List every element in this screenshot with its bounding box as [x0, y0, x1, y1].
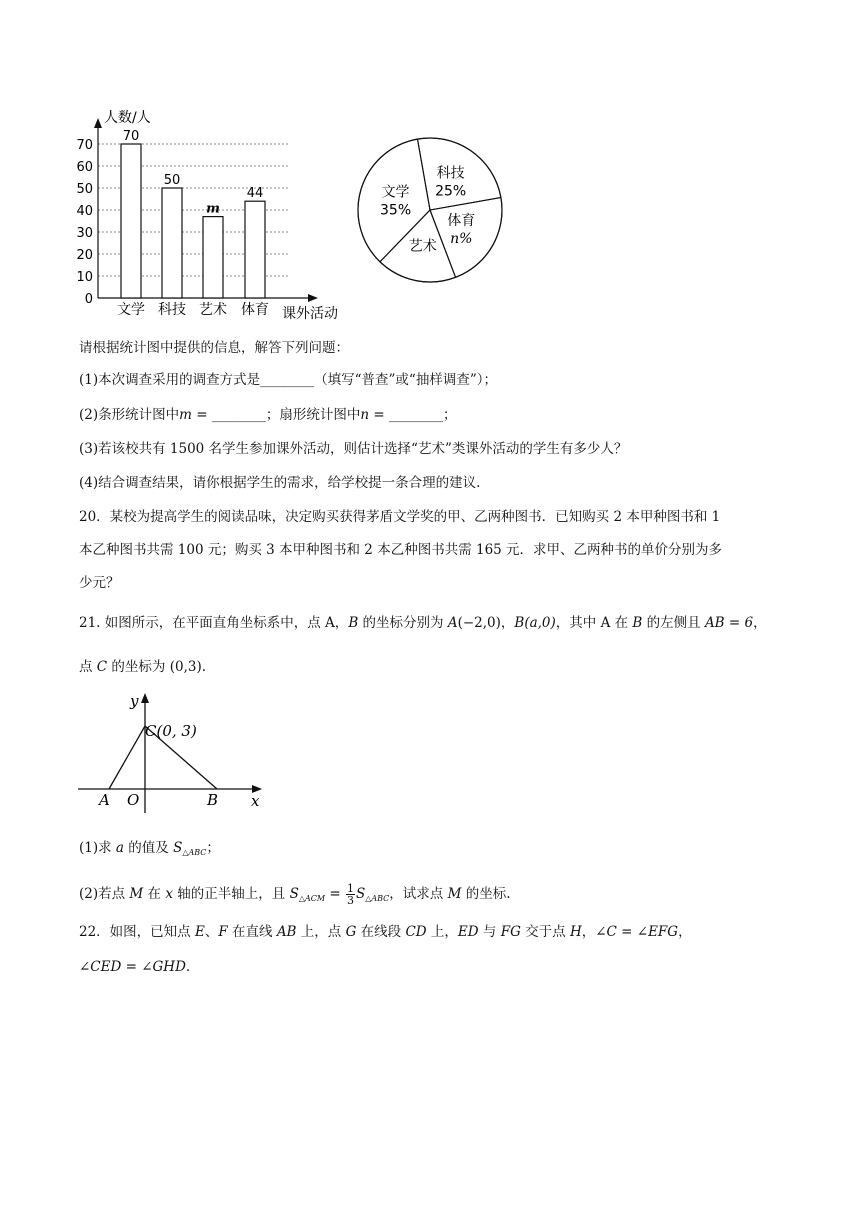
q22-point-E: E — [194, 924, 205, 940]
fig-label-B: B — [207, 791, 219, 809]
q21-text: 轴的正半轴上，且 — [172, 886, 290, 902]
q22-text: ， — [581, 924, 596, 940]
q20-line-2: 本乙种图书共需 100 元；购买 3 本甲种图书和 2 本乙种图书共需 165 元．求甲、乙两种书的单价分别为多 — [79, 542, 723, 558]
bar-data-label: 50 — [163, 173, 181, 188]
q22-line-AB: AB — [276, 924, 297, 940]
bar-category-label: 科技 — [158, 302, 186, 318]
bar-chart-marks — [117, 129, 269, 318]
bar-y-tick-label: 0 — [84, 292, 93, 307]
q22-point-F: F — [218, 924, 228, 940]
bar-category-label: 艺术 — [199, 302, 227, 318]
q21-text: 的坐标为 — [107, 659, 170, 675]
fig-label-O: O — [127, 791, 140, 809]
q22-line-1 — [79, 922, 692, 942]
q20-line-1: 20．某校为提高学生的阅读品味，决定购买获得茅盾文学奖的甲、乙两种图书．已知购买 2 本甲种图书和 1 — [79, 509, 721, 525]
y-axis-arrow-icon — [141, 693, 149, 703]
q22-text: 上，点 — [296, 924, 346, 940]
bar-chart-y-axis-label: 人数/人 — [104, 110, 151, 126]
q21-fraction — [346, 883, 355, 906]
bar-y-tick-label: 30 — [76, 226, 93, 241]
pie-chart — [350, 135, 510, 290]
q21-text: ，其中 A 在 — [555, 615, 633, 631]
q22-text: 在线段 — [356, 924, 406, 940]
q22-text: 上， — [426, 924, 458, 940]
q21-text: (1)求 — [79, 840, 116, 856]
q21-text: 的左侧且 — [642, 615, 705, 631]
q21-var-a: a — [115, 840, 124, 856]
bar-category-label: 文学 — [117, 302, 145, 318]
q21-point-B: B — [632, 615, 643, 631]
q21-text: ； — [206, 840, 220, 856]
q22-point-G: G — [345, 924, 357, 940]
q21-text: 在 — [143, 886, 166, 902]
q21-line-2 — [79, 657, 206, 677]
q21-area-S: S — [173, 840, 183, 856]
q22-segment-FG: FG — [500, 924, 521, 940]
bar — [121, 144, 141, 298]
pie-slice-value-label: 35% — [380, 202, 412, 219]
q22-text: 22．如图，已知点 — [79, 924, 195, 940]
bar-chart — [70, 100, 360, 330]
q21-point-M: M — [129, 886, 144, 902]
pie-slice-label: 科技 — [436, 165, 465, 182]
pie-slice-label: 艺术 — [408, 238, 437, 255]
q21-text: ，试求点 — [389, 886, 448, 902]
q19-part2 — [79, 405, 456, 425]
pie-slice-value-label: n% — [450, 230, 473, 247]
bar-data-label: 44 — [246, 186, 264, 202]
q21-text: 点 — [79, 659, 97, 675]
pie-slice-label: 文学 — [381, 184, 410, 201]
q21-area-S: S — [289, 886, 299, 902]
q22-text: 交于点 — [520, 924, 570, 940]
q21-text: 的值及 — [123, 840, 174, 856]
q22-line-2 — [79, 957, 190, 977]
q19-part1: (1)本次调查采用的调查方式是________（填写“普查”或“抽样调查”）； — [79, 372, 497, 388]
bar-category-label: 体育 — [241, 302, 269, 318]
q19-intro: 请根据统计图中提供的信息，解答下列问题： — [79, 340, 349, 356]
q21-point-A: A — [447, 615, 458, 631]
q21-point-C: C — [96, 659, 108, 675]
q22-angle-eq-2: ∠CED = ∠GHD — [79, 959, 186, 975]
bar-data-label: 70 — [122, 129, 140, 144]
bar-y-tick-label: 60 — [76, 160, 93, 175]
fig-label-A: A — [99, 791, 110, 809]
q22-text: 、 — [204, 924, 219, 940]
bar-y-tick-label: 40 — [76, 204, 93, 219]
q22-point-H: H — [569, 924, 582, 940]
fig-label-y: y — [130, 692, 139, 710]
q21-ab-length: AB = 6 — [704, 615, 754, 631]
q22-angle-eq-1: ∠C = ∠EFG — [595, 924, 679, 940]
bar-x-axis-arrow-icon — [308, 294, 318, 302]
q19-part4: (4)结合调查结果，请你根据学生的需求，给学校提一条合理的建议. — [79, 475, 481, 491]
q21-point-B: B — [514, 615, 525, 631]
q21-part2 — [79, 883, 511, 909]
q21-coord-A: (−2,0) — [457, 615, 501, 631]
q22-segment-ED: ED — [457, 924, 479, 940]
q21-text: (2)若点 — [79, 886, 130, 902]
bar-y-axis-arrow-icon — [94, 118, 102, 128]
bar-data-label: m — [206, 201, 220, 217]
q21-area-sub: △ABC — [182, 848, 207, 857]
pie-chart-marks — [358, 138, 502, 282]
q20-line-3: 少元？ — [79, 575, 120, 591]
q21-line-1 — [79, 613, 767, 633]
q19-part2-text-b: = ________；扇形统计图中 — [191, 407, 361, 423]
q19-var-n: n — [360, 407, 370, 423]
q21-text: . — [201, 659, 207, 675]
q21-text: 21. 如图所示，在平面直角坐标系中，点 A， — [79, 615, 349, 631]
bar-chart-x-axis-label: 课外活动 — [282, 306, 338, 322]
q21-coord-B: (a,0) — [524, 615, 556, 631]
q21-var-x: x — [165, 886, 173, 902]
bar — [162, 188, 182, 298]
pie-slice-value-label: 25% — [435, 183, 467, 200]
bar — [203, 217, 223, 298]
bar-chart-axes — [76, 118, 318, 307]
q21-text: 的坐标分别为 — [358, 615, 448, 631]
bar-y-tick-label: 50 — [76, 182, 93, 197]
fig-label-x: x — [251, 792, 260, 810]
q21-figure — [75, 688, 270, 818]
q21-coord-C: (0,3) — [169, 659, 202, 675]
q22-text: 与 — [478, 924, 501, 940]
q21-area-S: S — [355, 886, 366, 902]
q19-part3: (3)若该校共有 1500 名学生参加课外活动，则估计选择“艺术”类课外活动的学生有多少人？ — [79, 441, 628, 457]
q21-text: ， — [500, 615, 515, 631]
bar — [245, 201, 265, 298]
q22-text: ， — [678, 924, 692, 940]
q21-point-M: M — [447, 886, 462, 902]
bar-y-tick-label: 20 — [76, 248, 93, 263]
q19-part2-text-c: = ________； — [369, 407, 457, 423]
q21-text: 的坐标. — [461, 886, 511, 902]
q22-text: . — [185, 959, 191, 975]
bar-y-tick-label: 10 — [76, 270, 93, 285]
q21-eq: = — [325, 886, 345, 902]
bar-y-tick-label: 70 — [76, 138, 93, 153]
q21-area-sub: △ACM — [298, 894, 326, 903]
q21-part1 — [79, 838, 220, 863]
q21-point-B: B — [348, 615, 359, 631]
segment-AC — [109, 726, 145, 789]
fraction-numerator: 1 — [346, 882, 354, 895]
q21-area-sub: △ABC — [365, 894, 390, 903]
fig-label-C: C(0, 3) — [145, 722, 197, 740]
pie-slice-label: 体育 — [447, 212, 476, 229]
q19-part2-text-a: (2)条形统计图中 — [79, 407, 180, 423]
q22-text: 在直线 — [227, 924, 277, 940]
q19-var-m: m — [179, 407, 192, 423]
q22-segment-CD: CD — [405, 924, 427, 940]
q21-text: ， — [753, 615, 767, 631]
fraction-denominator: 3 — [346, 894, 354, 907]
